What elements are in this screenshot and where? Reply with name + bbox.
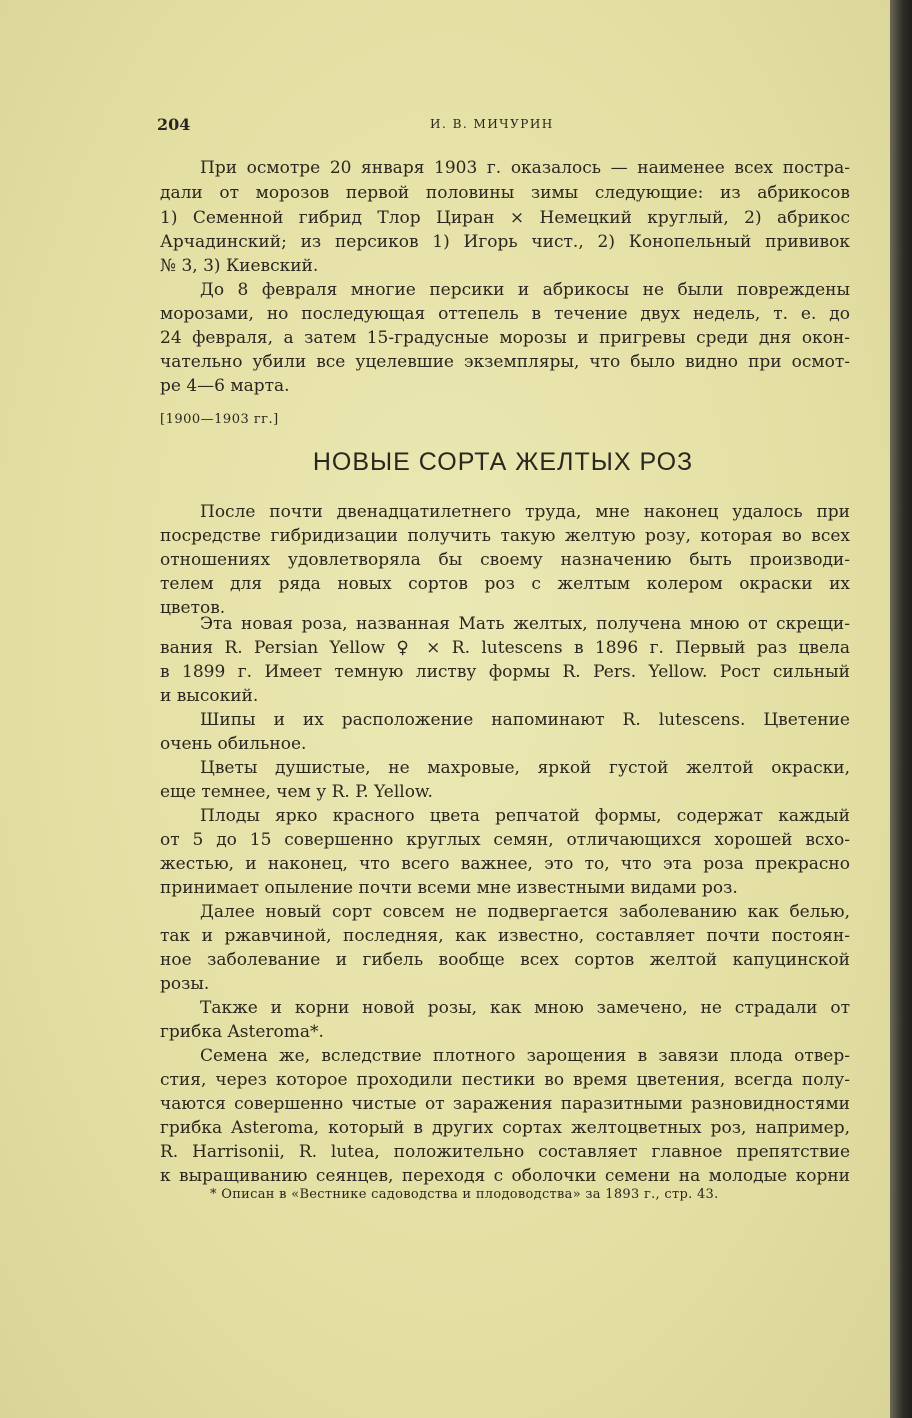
text-line: грибка Asteroma*.	[160, 1022, 324, 1042]
text-line: Плоды ярко красного цвета репчатой формы, содержат каждый	[200, 806, 850, 826]
text-line: До 8 февраля многие персики и абрикосы не были повреждены	[200, 280, 850, 300]
text-line: к выращиванию сеянцев, переходя с оболочки семени на молодые корни	[160, 1166, 850, 1186]
running-head: И. В. МИЧУРИН	[430, 117, 554, 131]
text-line: вания R. Persian Yellow ♀ × R. lutescens в 1896 г. Первый раз цвела	[160, 638, 850, 658]
text-line: цветов.	[160, 598, 226, 618]
footnote: * Описан в «Вестнике садоводства и плодоводства» за 1893 г., стр. 43.	[210, 1187, 719, 1202]
article-title: НОВЫЕ СОРТА ЖЕЛТЫХ РОЗ	[312, 448, 694, 476]
text-line: принимает опыление почти всеми мне известными видами роз.	[160, 878, 738, 898]
text-line: в 1899 г. Имеет темную листву формы R. Pers. Yellow. Рост сильный	[160, 662, 850, 682]
text-line: R. Harrisonii, R. lutea, положительно составляет главное препятствие	[160, 1142, 850, 1162]
text-line: При осмотре 20 января 1903 г. оказалось — наименее всех постра-	[200, 158, 850, 178]
text-line: ное заболевание и гибель вообще всех сортов желтой капуцинской	[160, 950, 850, 970]
text-line: так и ржавчиной, последняя, как известно, составляет почти постоян-	[160, 926, 850, 946]
text-line: телем для ряда новых сортов роз с желтым колером окраски их	[160, 574, 850, 594]
text-line: Далее новый сорт совсем не подвергается заболеванию как белью,	[200, 902, 850, 922]
text-line: стия, через которое проходили пестики во время цветения, всегда полу-	[160, 1070, 850, 1090]
text-line: 1) Семенной гибрид Тлор Циран × Немецкий круглый, 2) абрикос	[160, 208, 850, 228]
text-line: розы.	[160, 974, 210, 994]
text-line: и высокий.	[160, 686, 259, 706]
text-line: После почти двенадцатилетнего труда, мне наконец удалось при	[200, 502, 850, 522]
date-range: [1900—1903 гг.]	[160, 412, 279, 427]
page-number: 204	[157, 115, 191, 134]
text-line: № 3, 3) Киевский.	[160, 256, 319, 276]
text-line: от 5 до 15 совершенно круглых семян, отличающихся хорошей всхо-	[160, 830, 850, 850]
text-line: жестью, и наконец, что всего важнее, это то, что эта роза прекрасно	[160, 854, 850, 874]
text-line: грибка Asteroma, который в других сортах желтоцветных роз, например,	[160, 1118, 850, 1138]
text-line: Эта новая роза, названная Мать желтых, получена мною от скрещи-	[200, 614, 850, 634]
text-line: Семена же, вследствие плотного зарощения в завязи плода отвер-	[200, 1046, 850, 1066]
text-line: Шипы и их расположение напоминают R. lutescens. Цветение	[200, 710, 850, 730]
text-line: чаются совершенно чистые от заражения паразитными разновидностями	[160, 1094, 850, 1114]
text-line: очень обильное.	[160, 734, 307, 754]
page-edge-shadow	[890, 0, 912, 1418]
text-line: еще темнее, чем у R. P. Yellow.	[160, 782, 433, 802]
page-header	[0, 115, 890, 139]
text-line: 24 февраля, а затем 15-градусные морозы и пригревы среди дня окон-	[160, 328, 850, 348]
text-line: морозами, но последующая оттепель в течение двух недель, т. е. до	[160, 304, 850, 324]
text-line: посредстве гибридизации получить такую желтую розу, которая во всех	[160, 526, 850, 546]
text-line: Также и корни новой розы, как мною замечено, не страдали от	[200, 998, 850, 1018]
text-line: чательно убили все уцелевшие экземпляры, что было видно при осмот-	[160, 352, 850, 372]
text-line: Цветы душистые, не махровые, яркой густой желтой окраски,	[200, 758, 850, 778]
text-line: отношениях удовлетворяла бы своему назначению быть производи-	[160, 550, 850, 570]
text-line: дали от морозов первой половины зимы следующие: из абрикосов	[160, 183, 850, 203]
text-line: Арчадинский; из персиков 1) Игорь чист., 2) Конопельный прививок	[160, 232, 850, 252]
text-line: ре 4—6 марта.	[160, 376, 290, 396]
